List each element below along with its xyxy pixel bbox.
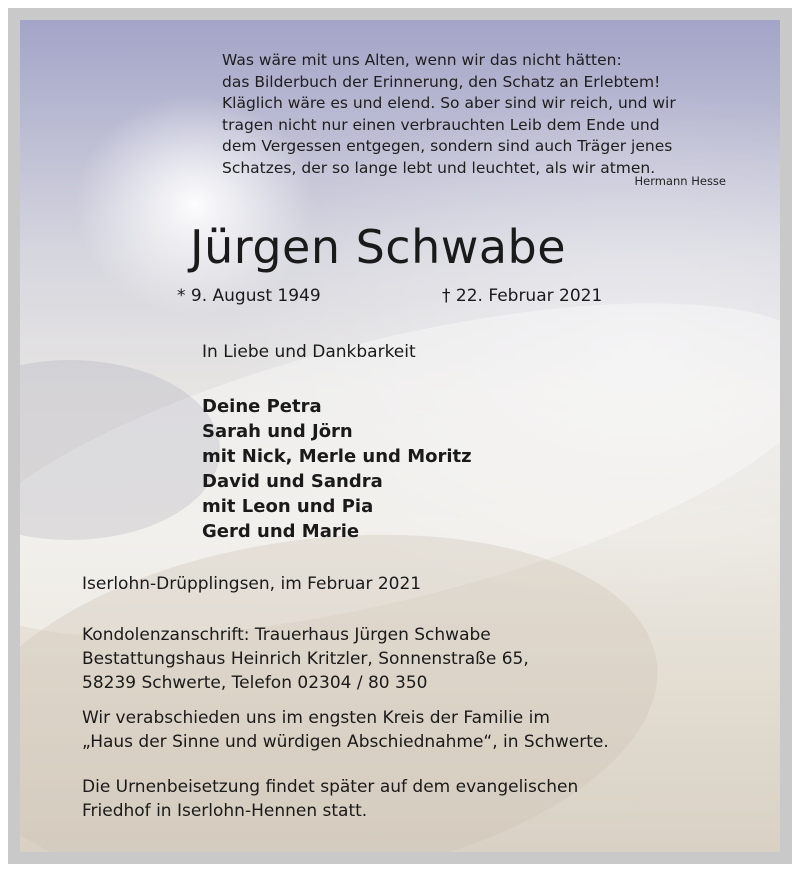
farewell-line: Wir verabschieden uns im engsten Kreis der Familie im: [82, 708, 550, 728]
farewell-note: [82, 706, 609, 754]
family-member: Gerd und Marie: [202, 521, 360, 542]
obituary-card: [20, 20, 780, 852]
family-member: mit Nick, Merle und Moritz: [202, 446, 472, 467]
death-date: † 22. Februar 2021: [442, 286, 603, 306]
poem-line: tragen nicht nur einen verbrauchten Leib dem Ende und: [222, 115, 660, 134]
poem-line: Schatzes, der so lange lebt und leuchtet, als wir atmen.: [222, 158, 656, 177]
poem-line: dem Vergessen entgegen, sondern sind auch Träger jenes: [222, 137, 673, 155]
burial-line: Friedhof in Iserlohn-Hennen statt.: [82, 801, 368, 821]
condolence-line: 58239 Schwerte, Telefon 02304 / 80 350: [82, 673, 428, 693]
family-list: [202, 394, 472, 544]
deceased-name: Jürgen Schwabe: [190, 220, 567, 274]
poem-author: Hermann Hesse: [634, 174, 726, 188]
poem-quote: [222, 50, 742, 179]
burial-line: Die Urnenbeisetzung findet später auf dem evangelischen: [82, 777, 579, 797]
burial-note: [82, 775, 578, 823]
family-member: Deine Petra: [202, 396, 322, 417]
condolence-line: Kondolenzanschrift: Trauerhaus Jürgen Schwabe: [82, 625, 491, 645]
farewell-line: „Haus der Sinne und würdigen Abschiednahme“, in Schwerte.: [82, 732, 609, 752]
poem-line: Kläglich wäre es und elend. So aber sind wir reich, und wir: [222, 94, 676, 112]
condolence-line: Bestattungshaus Heinrich Kritzler, Sonnenstraße 65,: [82, 649, 529, 669]
family-member: Sarah und Jörn: [202, 421, 353, 442]
birth-date: * 9. August 1949: [177, 286, 321, 306]
poem-line: Was wäre mit uns Alten, wenn wir das nicht hätten:: [222, 51, 622, 69]
place-date: Iserlohn-Drüpplingsen, im Februar 2021: [82, 574, 422, 594]
family-member: mit Leon und Pia: [202, 496, 374, 517]
dedication-line: In Liebe und Dankbarkeit: [202, 342, 416, 362]
poem-line: das Bilderbuch der Erinnerung, den Schatz an Erlebtem!: [222, 72, 661, 91]
family-member: David und Sandra: [202, 471, 383, 492]
condolence-address: [82, 623, 529, 695]
